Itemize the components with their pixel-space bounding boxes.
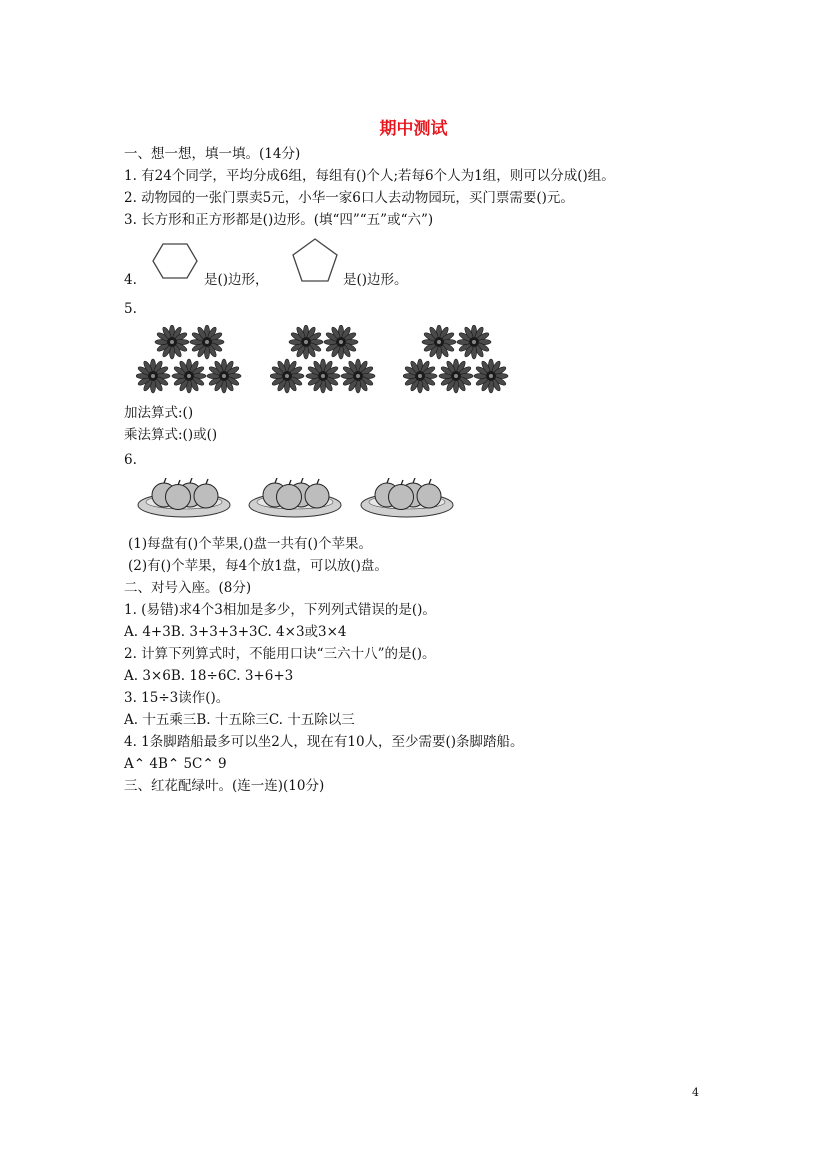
s1-question-4-hexagon-text: 是()边形，: [204, 272, 269, 288]
hexagon-figure: [150, 241, 200, 281]
apple-plate-3: [360, 478, 454, 520]
s1-question-2: 2. 动物园的一张门票卖5元，小华一家6口人去动物园玩，买门票需要()元。: [124, 190, 574, 206]
page-number: 4: [692, 1086, 699, 1099]
s2-question-2: 2. 计算下列算式时，不能用口诀“三六十八”的是()。: [124, 646, 436, 662]
flower-group-3: [403, 325, 509, 395]
s1-question-4-number: 4.: [124, 272, 137, 288]
section3-heading: 三、红花配绿叶。(连一连)(10分): [124, 778, 325, 794]
s1-question-5-multiplication: 乘法算式:()或(): [124, 427, 218, 443]
s1-question-5-number: 5.: [124, 301, 137, 317]
s2-question-2-options: A. 3×6B. 18÷6C. 3+6+3: [124, 668, 294, 684]
s2-question-4-options: A⌃ 4B⌃ 5C⌃ 9: [124, 756, 227, 772]
pentagon-figure: [290, 236, 340, 284]
apple-plate-1: [137, 478, 231, 520]
s1-question-1: 1. 有24个同学，平均分成6组，每组有()个人;若每6个人为1组，则可以分成()组。: [124, 168, 615, 184]
s2-question-3-options: A. 十五乘三B. 十五除三C. 十五除以三: [124, 712, 355, 728]
section2-heading: 二、对号入座。(8分): [124, 580, 252, 596]
s1-question-6-part2: (2)有()个苹果，每4个放1盘，可以放()盘。: [128, 558, 388, 574]
flower-group-1: [136, 325, 242, 395]
s1-question-5-addition: 加法算式:(): [124, 405, 194, 421]
s1-question-6-part1: (1)每盘有()个苹果,()盘一共有()个苹果。: [128, 536, 373, 552]
s2-question-3: 3. 15÷3读作()。: [124, 690, 230, 706]
page-title: 期中测试: [379, 119, 448, 139]
section1-heading: 一、想一想，填一填。(14分): [124, 146, 301, 162]
apple-plate-2: [248, 478, 342, 520]
s2-question-1-options: A. 4+3B. 3+3+3+3C. 4×3或3×4: [124, 624, 347, 640]
s2-question-4: 4. 1条脚踏船最多可以坐2人，现在有10人，至少需要()条脚踏船。: [124, 734, 524, 750]
s1-question-3: 3. 长方形和正方形都是()边形。(填“四”“五”或“六”): [124, 212, 434, 228]
s2-question-1: 1. (易错)求4个3相加是多少，下列列式错误的是()。: [124, 602, 436, 618]
s1-question-4-pentagon-text: 是()边形。: [343, 272, 408, 288]
s1-question-6-number: 6.: [124, 452, 137, 468]
flower-group-2: [270, 325, 376, 395]
